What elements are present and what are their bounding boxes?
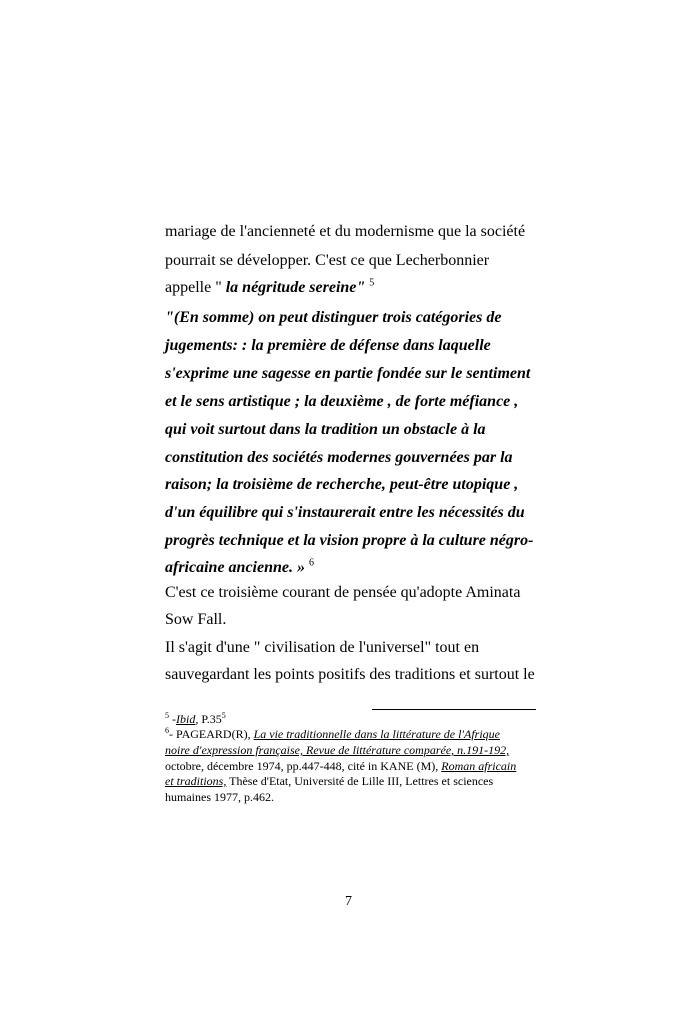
quote-line: progrès technique et la vision propre à la culture négro- [165,532,534,549]
text: Thèse d'Etat, Université de Lille III, Lettres et sciences [226,774,494,788]
quote-line [165,559,314,577]
footnote-6-line2 [165,743,545,758]
work-title: noire d'expression française, Revue de littérature comparée, n.191-192, [165,743,510,757]
footnote-ref: 6 [309,557,314,569]
work-title: et traditions, [165,774,227,788]
text: appelle " [165,279,226,296]
footnote-5 [165,712,545,727]
text: "( [165,309,180,326]
quote-line: raison; la troisième de recherche, peut-être utopique , [165,476,519,493]
body-line: Il s'agit d'une " civilisation de l'universel" tout en [165,639,480,656]
text: octobre, décembre 1974, pp.447-448, cité in KANE (M), [165,759,442,773]
body-line: mariage de l'ancienneté et du modernisme que la société [165,223,526,240]
quote-line: d'un équilibre qui s'instaurerait entre les nécessités du [165,504,525,521]
text: , P.35 [195,712,222,726]
body-line: pourrait se développer. C'est ce que Lecherbonnier [165,252,490,269]
footnote-6-line4 [165,774,545,789]
footnote-ref: 5 [369,277,375,289]
text: - [169,712,176,726]
footnote-6-line1 [165,727,545,742]
quote-line [165,309,501,327]
footnote-number: 5 [165,711,169,720]
page-number: 7 [345,894,352,909]
quote-line: qui voit surtout dans la tradition un obstacle à la [165,421,486,438]
footnote-separator [372,709,536,710]
text: ) on peut distinguer trois catégories de [249,309,502,326]
footnote-6-line5: humaines 1977, p.462. [165,790,274,804]
body-line: C'est ce troisième courant de pensée qu'adopte Aminata [165,584,521,601]
footnote-sup: 5 [221,711,226,720]
quote-line: jugements: : la première de défense dans laquelle [165,337,491,354]
work-title: La vie traditionnelle dans la littérature de l'Afrique [253,727,500,741]
footnote-number: 6 [165,726,169,735]
quote-line: constitution des sociétés modernes gouvernées par la [165,449,513,466]
text: africaine ancienne. » [165,559,305,576]
quoted-term: la négritude sereine" [225,279,366,296]
body-line [165,279,374,297]
text: En somme [179,309,250,326]
text: - PAGEARD(R), [169,727,254,741]
work-title: Roman africain [441,759,517,773]
ibid-link: Ibid [176,712,196,726]
footnote-6-line3 [165,759,545,774]
body-line: Sow Fall. [165,611,227,628]
body-line: sauvegardant les points positifs des traditions et surtout le [165,666,535,683]
quote-line: s'exprime une sagesse en partie fondée sur le sentiment [165,365,531,382]
quote-line: et le sens artistique ; la deuxième , de forte méfiance , [165,393,519,410]
